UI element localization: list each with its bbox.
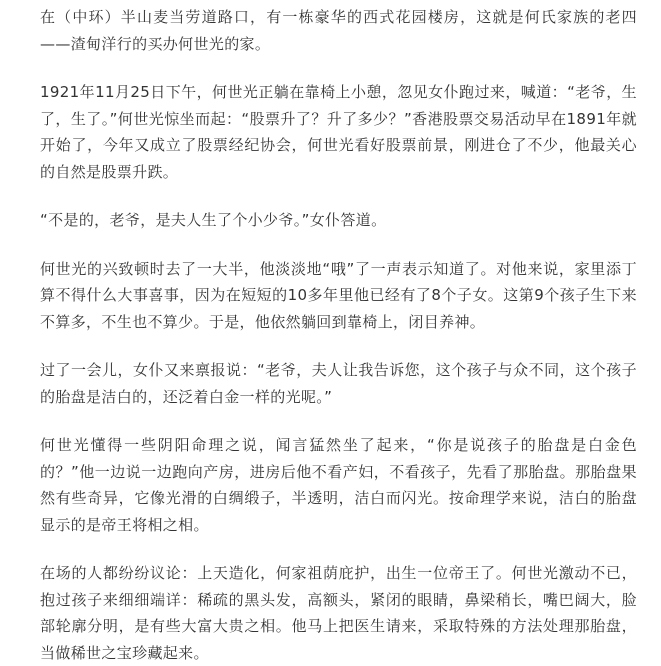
paragraph-2: 1921年11月25日下午，何世光正躺在靠椅上小憩，忽见女仆跑过来，喊道：“老爷，生了，生了。”何世光惊坐而起：“股票升了？升了多少？”香港股票交易活动早在1891年就开始了，今年又成立了股票经纪协会，何世光看好股票前景，刚进仓了不少，他最关心的自然是股票升跌。 [40,83,637,181]
paragraph-6: 何世光懂得一些阴阳命理之说，闻言猛然坐了起来，“你是说孩子的胎盘是白金色的？”他一边说一边跑向产房，进房后他不看产妇，不看孩子，先看了那胎盘。那胎盘果然有些奇异，它像光滑的白绸缎子，半透明，洁白而闪光。按命理学来说，洁白的胎盘显示的是帝王将相之相。 [40,436,637,534]
paragraph-4: 何世光的兴致顿时去了一大半，他淡淡地“哦”了一声表示知道了。对他来说，家里添丁算不得什么大事喜事，因为在短短的10多年里他已经有了8个子女。这第9个孩子生下来不算多，不生也不算少。于是，他依然躺回到靠椅上，闭目养神。 [40,259,637,331]
paragraph-1: 在（中环）半山麦当劳道路口，有一栋豪华的西式花园楼房，这就是何氏家族的老四——渣甸洋行的买办何世光的家。 [40,8,637,53]
paragraph-3: “不是的，老爷，是夫人生了个小少爷。”女仆答道。 [40,211,387,229]
paragraph-5: 过了一会儿，女仆又来禀报说：“老爷，夫人让我告诉您，这个孩子与众不同，这个孩子的胎盘是洁白的，还泛着白金一样的光呢。” [40,361,637,406]
paragraph-7: 在场的人都纷纷议论：上天造化，何家祖荫庇护，出生一位帝王了。何世光激动不已，抱过孩子来细细端详：稀疏的黑头发，高额头，紧闭的眼睛，鼻梁稍长，嘴巴阔大，脸部轮廓分明，是有些大富大贵之相。他马上把医生请来，采取特殊的方法处理那胎盘，当做稀世之宝珍藏起来。 [40,564,637,662]
